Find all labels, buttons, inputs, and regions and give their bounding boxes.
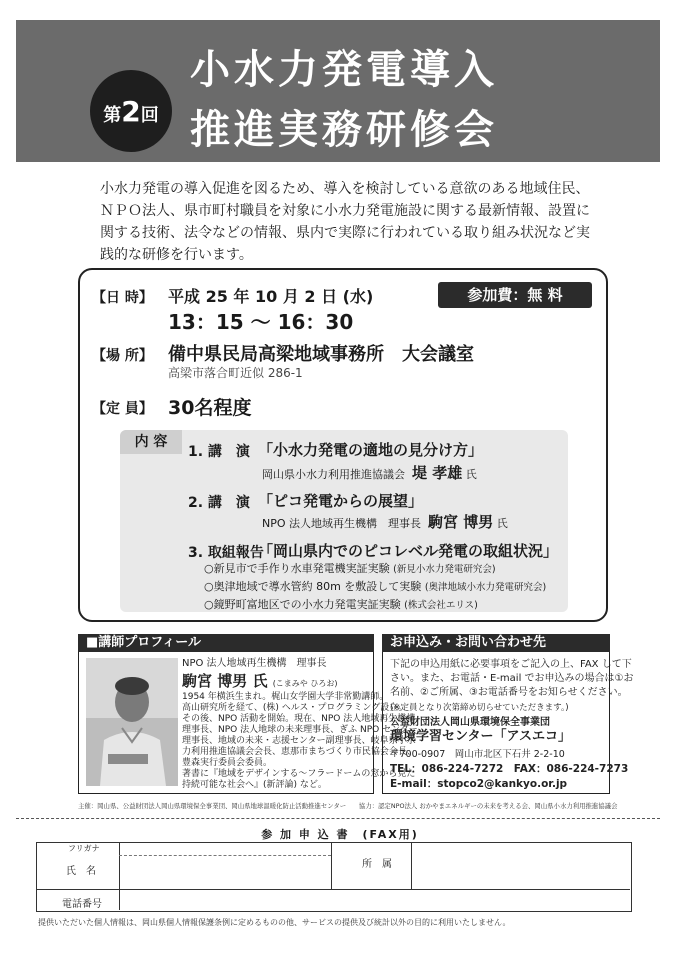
report-item-3-org: (株式会社エリス): [404, 600, 478, 611]
phone-label: 電話番号: [62, 899, 102, 910]
name-field[interactable]: [120, 856, 328, 884]
profile-role: NPO 法人地域再生機構 理事長: [182, 658, 327, 669]
profile-ruby: (こまみや ひろお): [272, 679, 338, 688]
form-divider: [331, 843, 332, 889]
report-item-2-org: (奥津地域小水力発電研究会): [424, 582, 547, 593]
date-label: 【日 時】: [92, 290, 153, 306]
place-text: 備中県民局高梁地域事務所 大会議室: [168, 344, 474, 365]
report-item-2: [204, 578, 546, 594]
intro-paragraph: 小水力発電の導入促進を図るため、導入を検討している意欲のある地域住民、ＮＰＯ法人、県市町村職員を対象に小水力発電施設に関する最新情報、設置に関する技術、法令などの情報、県内で実際に行われている取り組み状況など実践的な研修を行います。: [100, 181, 590, 263]
report-item-1-text: ○新見市で手作り水車発電機実証実験: [204, 562, 390, 575]
place-address: 高梁市落合町近似 286-1: [168, 366, 303, 380]
contact-org-2: 環境学習センター「アスエコ」: [390, 729, 571, 744]
badge-suffix: 回: [140, 105, 159, 126]
date-text: 平成 25 年 10 月 2 日 (水): [168, 287, 374, 306]
lecture-2-speaker: [262, 511, 508, 532]
capacity-label: 【定 員】: [92, 401, 153, 417]
time-text: 13：15 〜 16：30: [168, 310, 354, 334]
profile-bio-6: 力利用推進協議会会長、恵那市まちづくり市民協会会長、: [182, 747, 416, 757]
lecture-2-title: 「ピコ発電からの展望」: [258, 492, 424, 510]
profile-bio-8: 著書に『地域をデザインする〜フラードームの窓から見た: [182, 769, 416, 779]
profile-bio-2: 高山研究所を経て、(株) ヘルス・プログラミング設立。: [182, 703, 408, 713]
name-label: 氏 名: [66, 866, 96, 877]
badge-number: 2: [121, 95, 141, 128]
lecture-2-number: 2. 講 演: [188, 495, 250, 511]
speaker-photo-image: [86, 658, 178, 786]
contact-org-1: 公益財団法人岡山県環境保全事業団: [390, 717, 550, 728]
furigana-label: フリガナ: [68, 844, 100, 853]
organizers-line: 主催：岡山県、公益財団法人岡山県環境保全事業団、岡山県地球温暖化防止活動推進センター 協力：認定NPO法人 おかやまエネルギーの未来を考える会、岡山県小水力利用推進協議会: [78, 802, 618, 810]
profile-bio-1: 1954 年横浜生まれ。梶山女学園大学非常勤講師。: [182, 692, 389, 702]
report-3-number: 3. 取組報告: [188, 545, 264, 561]
report-item-3: [204, 596, 478, 612]
lecture-1-title: 「小水力発電の適地の見分け方」: [258, 441, 484, 459]
contact-line-1: 下記の申込用紙に必要事項をご記入の上、FAX して下: [390, 659, 632, 670]
contact-line-3: 名前、②ご所属、③お電話番号をお知らせください。: [390, 687, 628, 698]
report-item-1: [204, 560, 496, 576]
lecture-1-org: 岡山県小水力利用推進協議会: [262, 468, 405, 481]
title-line-2: 推進実務研修会: [190, 107, 498, 153]
phone-field[interactable]: [120, 890, 628, 910]
lecture-1-speaker: [262, 462, 477, 483]
profile-bio-4: 理事長、NPO 法人地球の未来理事長、ぎふ NPO センター: [182, 725, 418, 735]
contact-heading: お申込み・お問い合わせ先: [382, 634, 610, 652]
badge-prefix: 第: [103, 105, 122, 126]
title-line-1: 小水力発電導入: [190, 47, 498, 93]
contact-note: (※定員となり次第締め切らせていただきます。): [390, 703, 569, 713]
report-item-2-text: ○奥津地域で導水管約 80m を敷設して実験: [204, 580, 422, 593]
place-label: 【場 所】: [92, 348, 153, 364]
lecture-2-suffix: 氏: [496, 517, 508, 530]
lecture-1-speaker-name: 堤 孝雄: [412, 464, 463, 482]
affiliation-field[interactable]: [412, 844, 628, 886]
profile-name: [182, 673, 337, 692]
affiliation-label: 所 属: [362, 859, 392, 870]
profile-name-text: 駒宮 博男 氏: [182, 672, 268, 690]
report-item-3-text: ○鏡野町富地区での小水力発電実証実験: [204, 598, 401, 611]
contact-tel-fax: TEL：086-224-7272 FAX：086-224-7273: [390, 763, 629, 775]
report-item-1-org: (新見小水力発電研究会): [393, 564, 496, 575]
profile-bio-5: 理事長、地域の未来・志援センター副理事長、岐阜県小水: [182, 736, 416, 746]
lecture-2-org: NPO 法人地域再生機構 理事長: [262, 517, 422, 530]
contact-address: 〒700-0907 岡山市北区下石井 2-2-10: [390, 749, 565, 760]
contents-tab: 内 容: [120, 430, 182, 454]
fee-badge: 参加費：無 料: [438, 282, 592, 308]
contact-line-2: さい。また、お電話・E-mail でお申込みの場合は①お: [390, 673, 634, 684]
profile-bio-9: 持続可能な社会へ』(新評論) など。: [182, 780, 327, 790]
profile-bio-3: その後、NPO 活動を開始。現在、NPO 法人地域再生機構: [182, 714, 416, 724]
application-form-title: 参 加 申 込 書 (FAX用): [261, 828, 419, 841]
profile-heading: ■講師プロフィール: [78, 634, 374, 652]
lecture-1-suffix: 氏: [465, 468, 477, 481]
cut-line: [16, 818, 660, 819]
session-badge-text: [88, 95, 174, 128]
report-3-title: 「岡山県内でのピコレベル発電の取組状況」: [258, 542, 559, 560]
lecture-1-number: 1. 講 演: [188, 444, 250, 460]
lecture-2-speaker-name: 駒宮 博男: [428, 513, 494, 531]
capacity-text: 30名程度: [168, 397, 252, 419]
profile-bio-7: 豊森実行委員会委員。: [182, 758, 273, 768]
contact-email[interactable]: E-mail：stopco2@kankyo.or.jp: [390, 778, 568, 790]
privacy-notice: 提供いただいた個人情報は、岡山県個人情報保護条例に定めるものの他、サービスの提供及び統計以外の目的に利用いたしません。: [38, 918, 511, 927]
speaker-photo: [86, 658, 178, 786]
